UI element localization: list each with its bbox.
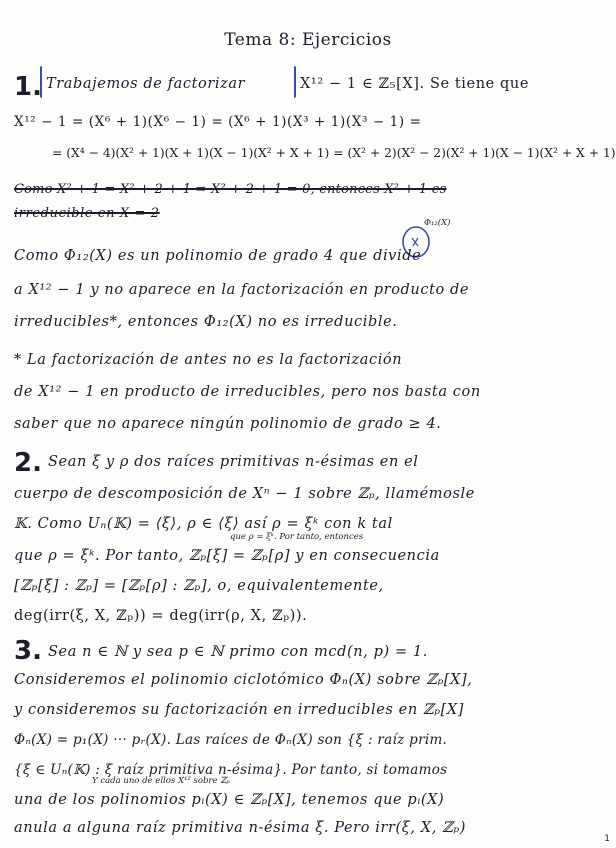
exercise-1-equation-2: = (X⁴ − 4)(X² + 1)(X + 1)(X − 1)(X² + X + 1) = (X² + 2)(X² − 2)(X² + 1)(X − 1)(X² + X + 1)	[52, 146, 616, 160]
exercise-2-line-3: 𝕂. Como Uₙ(𝕂) = ⟨ξ⟩, ρ ∈ ⟨ξ⟩ así ρ = ξᵏ con k tal	[14, 516, 393, 532]
exercise-2-line-2: cuerpo de descomposición de Xⁿ − 1 sobre ℤₚ, llamémosle	[14, 486, 475, 502]
exercise-3-number: 3.	[14, 636, 42, 666]
exercise-3-line-3: y consideremos su factorización en irreducibles en ℤₚ[X]	[14, 702, 465, 718]
margin-note: Φ₁₂(X)	[424, 218, 451, 228]
struck-line-1: Como X² + 1 = X² + 2 + 1 ⇒ X² + 2 + 1 = 0, entonces X² + 1 es	[14, 182, 447, 197]
page-title: Tema 8: Ejercicios	[224, 30, 392, 50]
exercise-3-line-5: {ξ ∈ Uₙ(𝕂) : ξ raíz primitiva n-ésima}. Por tanto, si tomamos	[14, 762, 448, 778]
exercise-3-line-6: una de los polinomios pᵢ(X) ∈ ℤₚ[X], tenemos que pᵢ(X)	[14, 792, 445, 808]
exercise-2-number: 2.	[14, 448, 42, 478]
paragraph-1-line-3: irreducibles*, entonces Φ₁₂(X) no es irreducible.	[14, 314, 398, 330]
footnote-line-1: * La factorización de antes no es la factorización	[14, 352, 403, 368]
exercise-1-polynomial: X¹² − 1 ∈ ℤ₅[X]. Se tiene que	[300, 76, 530, 92]
exercise-2-line-4: que ρ = ξᵏ. Por tanto, ℤₚ[ξ] = ℤₚ[ρ] y en consecuencia	[14, 548, 440, 564]
paragraph-1-line-1: Como Φ₁₂(X) es un polinomio de grado 4 que divide	[14, 248, 422, 264]
exercise-3-line-2: Consideremos el polinomio ciclotómico Φₙ(X) sobre ℤₚ[X],	[14, 672, 473, 688]
exercise-2-line-5: [ℤₚ[ξ] : ℤₚ] = [ℤₚ[ρ] : ℤₚ], o, equivalentemente,	[14, 578, 384, 594]
exercise-3-line-1: Sea n ∈ ℕ y sea p ∈ ℕ primo con mcd(n, p) = 1.	[48, 644, 428, 660]
paragraph-1-line-2: a X¹² − 1 y no aparece en la factorización en producto de	[14, 282, 470, 298]
page-number: 1	[604, 834, 610, 844]
exercise-1-number: 1.	[14, 72, 42, 102]
exercise-2-line-1: Sean ξ y ρ dos raíces primitivas n-ésimas en el	[48, 454, 419, 470]
exercise-2-line-6: deg(irr(ξ, X, ℤₚ)) = deg(irr(ρ, X, ℤₚ)).	[14, 608, 308, 624]
exercise-3-inserted-note: Y cada uno de ellos X¹² sobre ℤₚ	[92, 776, 230, 786]
footnote-line-3: saber que no aparece ningún polinomio de grado ≥ 4.	[14, 416, 442, 432]
struck-line-2: irreducible en X = 2	[14, 206, 160, 221]
exercise-1-equation-1: X¹² − 1 = (X⁶ + 1)(X⁶ − 1) = (X⁶ + 1)(X³ + 1)(X³ − 1) =	[14, 114, 422, 130]
footnote-line-2: de X¹² − 1 en producto de irreducibles, pero nos basta con	[14, 384, 481, 400]
exercise-3-line-7: anula a alguna raíz primitiva n-ésima ξ. Pero irr(ξ, X, ℤₚ)	[14, 820, 466, 836]
exercise-2-inserted-note: que ρ = ξᵏ. Por tanto, entonces	[230, 532, 364, 542]
exercise-3-line-4: Φₙ(X) = p₁(X) ··· pᵣ(X). Las raíces de Φₙ(X) son {ξ : raíz prim.	[14, 732, 448, 748]
exercise-1-intro: Trabajemos de factorizar	[46, 76, 246, 92]
